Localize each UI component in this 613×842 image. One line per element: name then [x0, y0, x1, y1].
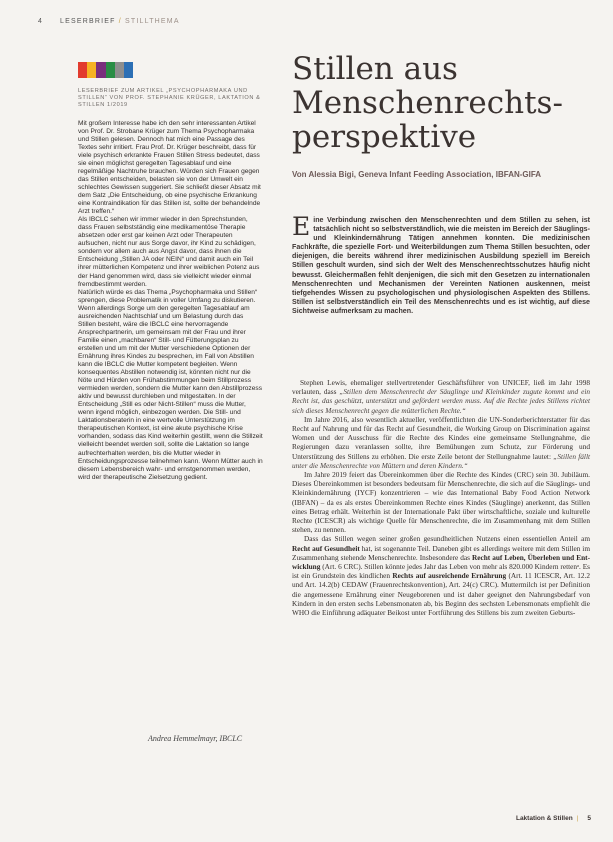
- footer-publication: Laktation & Stillen: [515, 815, 573, 822]
- color-swatch: [124, 62, 133, 78]
- page-number: 4: [38, 18, 42, 25]
- article-title: Stillen aus Menschenrechts-perspektive: [292, 51, 563, 155]
- letter-column: [78, 62, 268, 772]
- color-swatch: [115, 62, 124, 78]
- paragraph-1: Stephen Lewis, ehemaliger stellvertretender Geschäftsführer von UNICEF, ließ im Jahr 1998 verlauten, dass „Stillen dem Menschenrecht der Säuglinge und Kleinkinder zugute kommt und ein Recht ist, das geschützt, unterstützt und gefördert werden muss. Auf die Rechte jedes Stillens richtet sich dieses Menschenrecht gegen die mütterlichen Rechte.“: [292, 378, 590, 415]
- page-footer: [516, 815, 591, 822]
- article-author: Von Alessia Bigi, Geneva Infant Feeding Association, IBFAN-GIFA: [292, 170, 542, 179]
- color-swatch: [106, 62, 115, 78]
- paragraph-2: Im Jahre 2016, also wesentlich aktueller, veröffentlichten die UN-Sonderberichterstatter für das Recht auf Nahrung und für das Recht auf Gesundheit, die Working Group on Discrimination against Women und der Ausschuss für die Rechte des Kindes eine gemeinsame Stellungnahme, die Regierungen dazu veranlassen sollte, ihre Bemühungen zum Schutz, zur Förderung und Unterstützung des Stillens zu erhöhen. Die erste Zeile betont der Stellungnahme lautet: „Stillen fällt unter die Menschenrechte von Müttern und deren Kindern.“: [292, 414, 590, 470]
- section-header: [60, 18, 180, 25]
- section-separator: /: [118, 18, 122, 25]
- article-lead: [292, 212, 590, 316]
- paragraph-3: Im Jahre 2019 feiert das Übereinkommen über die Rechte des Kindes (CRC) sein 30. Jubiläum. Dieses Übereinkommen ist besonders bedeutsam für Menschenrechte, die sich auf die Säuglings- und Kleinkindernährung (IYCF) konzentrieren – wie das International Baby Food Action Network (IBFAN) – da es als erstes Übereinkommen Rechte eines Kindes (Säuglinge) anerkennt, das Stillen eines Betrag erhält. Weiterhin ist der Internationale Pakt über wirtschaftliche, soziale und kulturelle Rechte (ICESCR) als wichtige Quelle für Menschenrechte, die im Zusammenhang mit dem Stillen stehen, zu nennen.: [292, 470, 590, 535]
- footer-page-number: 5: [587, 815, 591, 822]
- color-swatch: [78, 62, 87, 78]
- color-swatch: [87, 62, 96, 78]
- footer-separator: |: [576, 815, 579, 822]
- color-swatch: [96, 62, 105, 78]
- letter-signature: Andrea Hemmelmayr, IBCLC: [148, 734, 243, 743]
- drop-cap: E: [292, 212, 311, 241]
- letter-body: Mit großem Interesse habe ich den sehr interessanten Artikel von Prof. Dr. Strobane Krüger zum Thema Psychopharmaka und Stillen gelesen. Dennoch hat mich eine Passage des Textes sehr irritiert. Frau Prof. Dr. Krüger beschreibt, dass für viele psychisch erkrankte Frauen Stillen Stress bedeutet, dass sie einen möglichst geregelten Tagesablauf und eine regelmäßige Nachtruhe brauchen. Würden sich Frauen gegen das Stillen entscheiden, belasten sie von der Umwelt ein schlechtes Gewissen suggeriert. Sie schließt dieser Absatz mit dem Satz „Die Entscheidung, ob eine psychische Erkrankung eine Kontraindikation für das Stillen ist, sollte der behandelnde Arzt treffen.“ Als IBCLC sehen wir immer wieder in den Sprechstunden, dass Frauen selbstständig eine medikamentöse Therapie absetzen oder erst gar keinen Arzt oder Therapeuten aufsuchen, nicht nur aus Sorge davor, ihr Kind zu schädigen, sondern vor allem auch aus Angst davor, dass ihnen die Entscheidung „Stillen JA oder NEIN“ und damit auch ein Teil ihrer mütterlichen Kompetenz und ihrer weiblichen Potenz aus der Hand genommen wird, dass sie vielleicht wieder einmal fremdbestimmt werden. Natürlich würde es das Thema „Psychopharmaka und Stillen“ sprengen, diese Problematik in voller Umfang zu diskutieren. Wenn allerdings Sorge um den geregelten Tagesablauf am ausreichenden Nachtschlaf und um Belastung durch das Stillen besteht, wäre die IBCLC eine hervorragende Ansprechpartnerin, um gemeinsam mit der Frau und ihrer Familie einen „machbaren“ Still- und Fütterungsplan zu erstellen und um mit der Mutter verschiedene Optionen der Ernährung ihres Kindes zu besprechen, im Fall von Abstillen kann die IBCLC die Mutter kompetent begleiten. Wenn konsequentes Abstillen notwendig ist, könnten nicht nur die Nöte und Hürden von Frühabstimmungen beim Stillprozess vermieden werden, sondern die Mutter kann den Abstillprozess aktiv und bewusst durchleben und mitgestalten. In der Entscheidung „Still es oder Nicht-Stillen“ muss die Mutter, wenn irgend möglich, einbezogen werden. Die Still- und Laktationsberaterin in eine wertvolle Unterstützung im therapeutischen Kontext, ist eine akute psychische Krise vorhanden, sodass das Kind weiterhin gestillt, wenn die Stillzeit vielleicht beendet werden soll, sollte die Laktation so lange aufrechterhalten werden, bis die Mutter wieder in Entscheidungsprozesse teilnehmen kann. Wenn Mütter auch in diesem Lebensbereich wahr- und ernstgenommen werden, wird der therapeutische Zielsetzung gedient.: [78, 119, 263, 481]
- section-label: LESERBRIEF: [60, 18, 116, 25]
- article-body: [292, 378, 590, 617]
- color-bar: [78, 62, 133, 78]
- letter-kicker: LESERBRIEF ZUM ARTIKEL „PSYCHOPHARMAKA UND STILLEN“ VON PROF. STEPHANIE KRÜGER, LAKTATION & STILLEN 1/2019: [78, 88, 261, 109]
- paragraph-4: Dass das Stillen wegen seiner großen gesundheitlichen Nutzens einen essentiellen Anteil am Recht auf Gesundheit hat, ist sogenannte Teil. Daneben gibt es allerdings weitere mit dem Stillen im Zusammenhang stehende Menschenrechte. Insbesondere das Recht auf Leben, Überleben und Entwicklung (Art. 6 CRC). Stillen könnte jedes Jahr das Leben von mehr als 820.000 Kindern rettenᵃ. Es ist ein Grundstein des kindlichen Rechts auf ausreichende Ernährung (Art. 11 ICESCR, Art. 12.2 und Art. 14.2(b) CEDAW (Frauenrechtskonvention), Art. 24(c) CRC). Muttermilch ist per Definition die angemessene Ernährung einer Neugeborenen und ist daher geeignet den Nahrungsbedarf von Kindern in den ersten sechs Lebensmonaten ab, bis Beginn des sechsten Lebensmonats empfiehlt die WHO die Einführung adäquater Beikost unter Fortführung des Stillens bis zum zweiten Geburts-: [292, 534, 591, 618]
- theme-label: STILLTHEMA: [125, 18, 180, 25]
- lead-text: ine Verbindung zwischen den Menschenrechten und dem Stillen zu sehen, ist tatsächlich nicht so selbstverständlich, wie die meisten im Bereich der Säuglings- und Kleinkindernährung Tätigen annehmen konnten. Die medizinischen Fachkräfte, die spezielle Fort- und Weiterbildungen zum Thema Stillen besuchten, oder diejenigen, die bereits während ihrer medizinischen Ausbildung speziell im Bereich Stillen geschult wurden, sind sich der Welt des Menschenrechtsschutzes häufig nicht bewusst. Gleichermaßen fehlt denjenigen, die sich mit den Gesetzen zu internationalen Menschenrechten und Mechanismen der Vereinten Nationen auskennen, meist tiefgehendes Wissen zu psychologischen und physiologischen Aspekten des Stillens. Stillen ist selbstverständlich ein Teil des Menschenrechts und es ist wichtig, auf diese Sichtweise aufmerksam zu machen.: [292, 216, 590, 315]
